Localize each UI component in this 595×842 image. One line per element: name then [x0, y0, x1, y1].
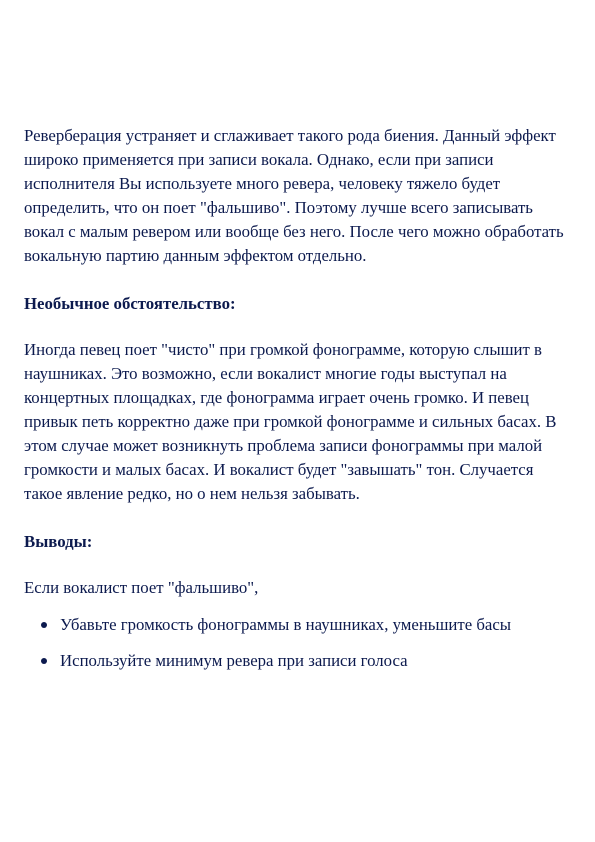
conclusions-lead: Если вокалист поет "фальшиво", — [24, 578, 259, 597]
unusual-circumstance-heading: Необычное обстоятельство: — [24, 294, 236, 313]
bullet-icon — [41, 658, 47, 664]
intro-paragraph: Реверберация устраняет и сглаживает такого рода биения. Данный эффект широко применяется при записи вокала. Однако, если при записи исполнителя Вы используете много ревера, человеку тяжело будет определить, что он поет "фальшиво". Поэтому лучше всего записывать вокал с малым ревером или вообще без него. После чего можно обработать вокальную партию данным эффектом отдельно. — [24, 126, 564, 265]
conclusions-list — [24, 614, 570, 672]
conclusions-heading: Выводы: — [24, 532, 93, 551]
document-page — [24, 124, 570, 672]
bullet-icon — [41, 622, 47, 628]
unusual-circumstance-paragraph: Иногда певец поет "чисто" при громкой фонограмме, которую слышит в наушниках. Это возможно, если вокалист многие годы выступал на концертных площадках, где фонограмма играет очень громко. И певец привык петь корректно даже при громкой фонограмме и сильных басах. В этом случае может возникнуть проблема записи фонограммы при малой громкости и малых басах. И вокалист будет "завышать" тон. Случается такое явление редко, но о нем нельзя забывать. — [24, 340, 557, 503]
list-item-text: Убавьте громкость фонограммы в наушниках, уменьшите басы — [60, 615, 512, 634]
list-item — [24, 650, 570, 672]
list-item-text: Используйте минимум ревера при записи голоса — [60, 651, 408, 670]
list-item — [24, 614, 570, 636]
